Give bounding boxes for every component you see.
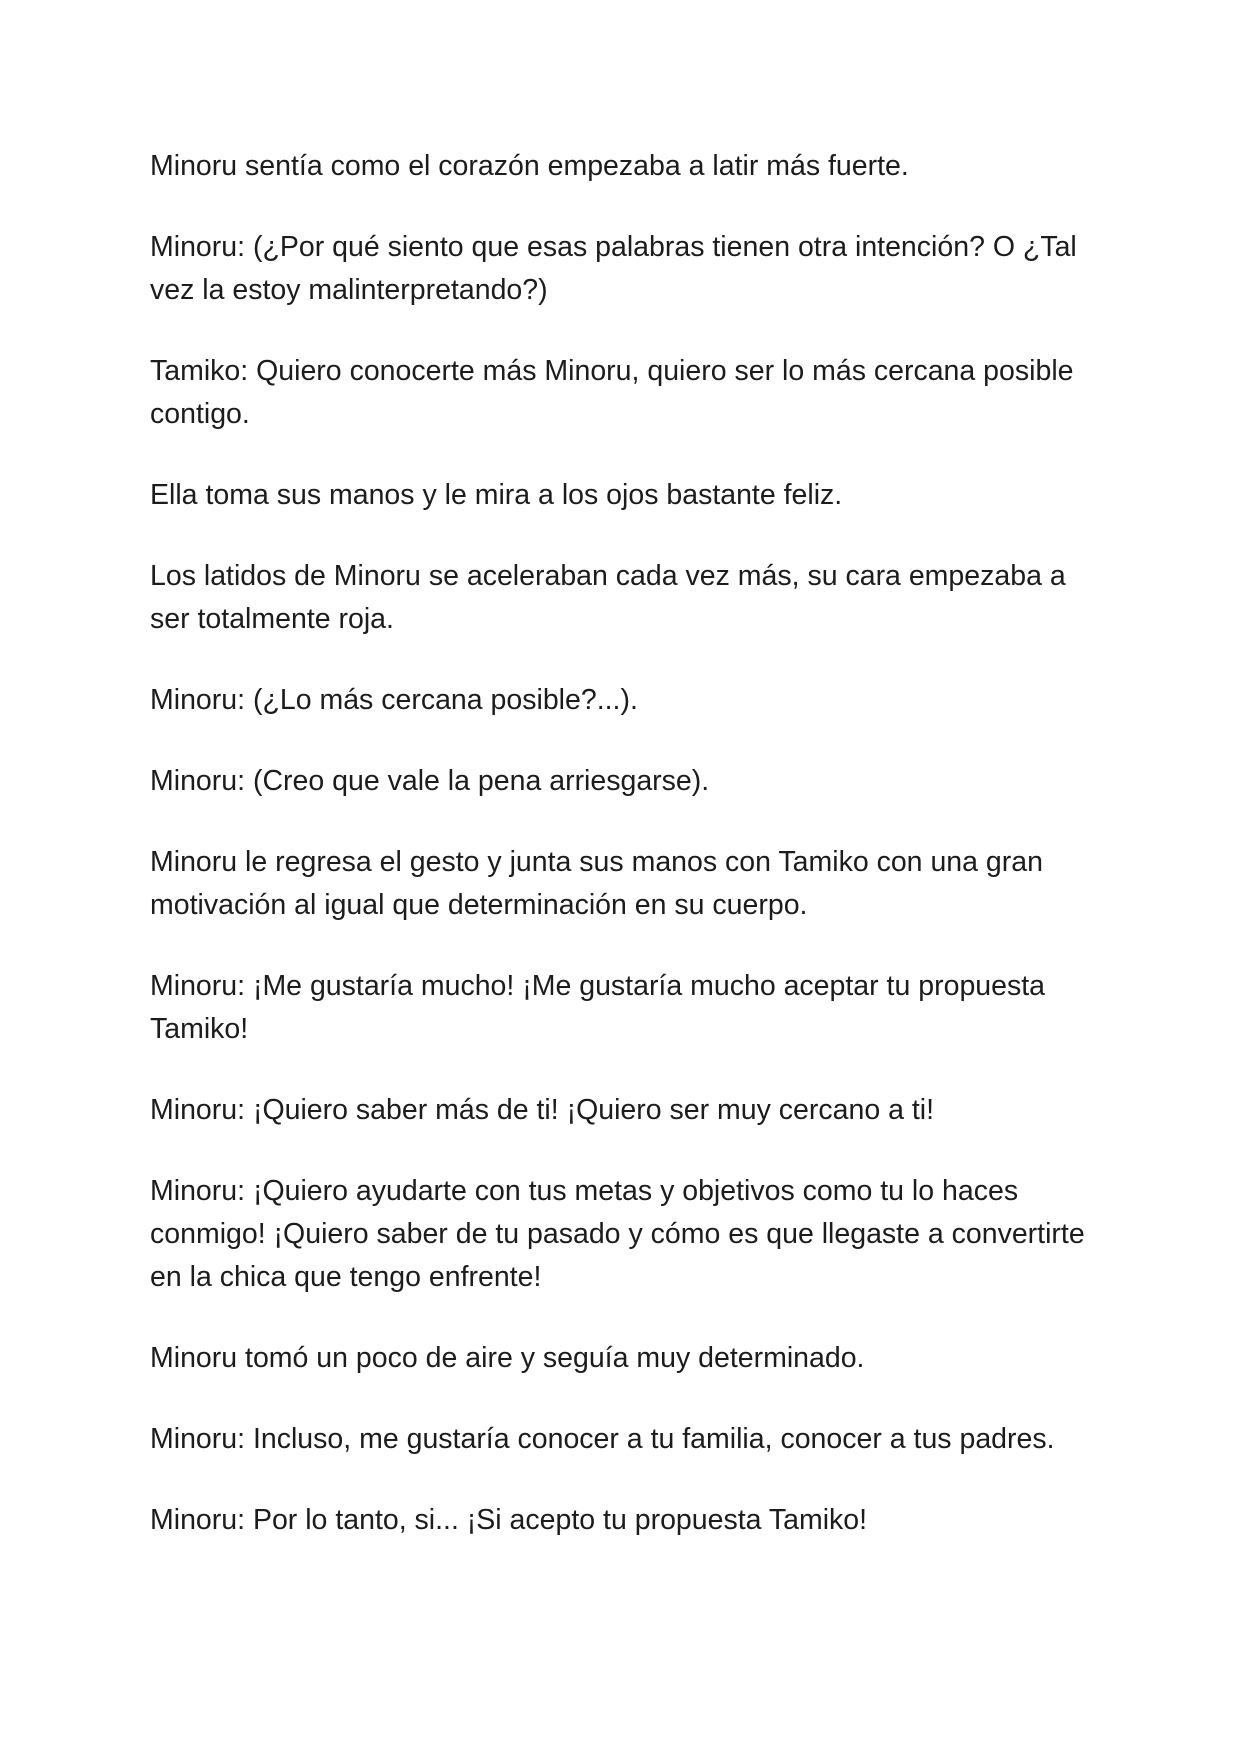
paragraph: Minoru tomó un poco de aire y seguía muy determinado. <box>150 1342 865 1374</box>
paragraph: Ella toma sus manos y le mira a los ojos bastante feliz. <box>150 479 843 511</box>
paragraph: Los latidos de Minoru se aceleraban cada vez más, su cara empezaba a ser totalmente roja. <box>150 560 1066 635</box>
paragraph: Minoru: Incluso, me gustaría conocer a tu familia, conocer a tus padres. <box>150 1423 1055 1455</box>
paragraph: Tamiko: Quiero conocerte más Minoru, quiero ser lo más cercana posible contigo. <box>150 355 1074 430</box>
paragraph: Minoru: ¡Me gustaría mucho! ¡Me gustaría mucho aceptar tu propuesta Tamiko! <box>150 970 1046 1045</box>
paragraph: Minoru: (¿Lo más cercana posible?...). <box>150 684 638 716</box>
paragraph: Minoru: (¿Por qué siento que esas palabras tienen otra intención? O ¿Tal vez la estoy malinterpretando?) <box>150 231 1077 306</box>
paragraph: Minoru: (Creo que vale la pena arriesgarse). <box>150 765 710 797</box>
paragraph: Minoru: ¡Quiero ayudarte con tus metas y objetivos como tu lo haces conmigo! ¡Quiero saber de tu pasado y cómo es que llegaste a convertirte en la chica que tengo enfrente! <box>150 1175 1085 1293</box>
paragraph: Minoru: ¡Quiero saber más de ti! ¡Quiero ser muy cercano a ti! <box>150 1094 935 1126</box>
paragraph: Minoru sentía como el corazón empezaba a latir más fuerte. <box>150 150 909 182</box>
paragraph: Minoru le regresa el gesto y junta sus manos con Tamiko con una gran motivación al igual que determinación en su cuerpo. <box>150 846 1043 921</box>
document-body <box>150 145 1090 1580</box>
paragraph: Minoru: Por lo tanto, si... ¡Si acepto tu propuesta Tamiko! <box>150 1504 868 1536</box>
